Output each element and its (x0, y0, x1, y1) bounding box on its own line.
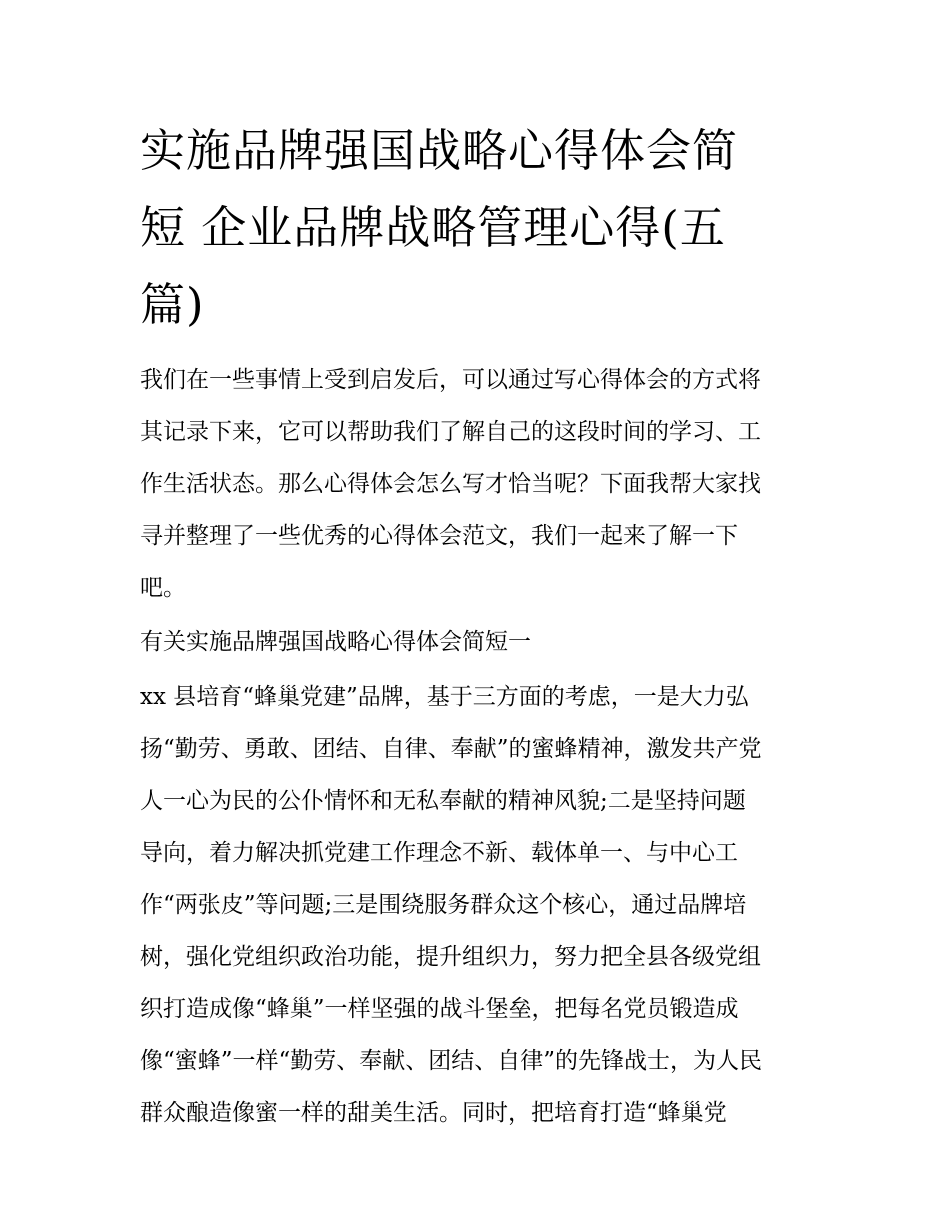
section-heading: 有关实施品牌强国战略心得体会简短一 (140, 629, 531, 655)
document-title: 实施品牌强国战略心得体会简 短 企业品牌战略管理心得(五 篇) (140, 124, 739, 331)
body-paragraph: xx 县培育“蜂巢党建”品牌，基于三方面的考虑，一是大力弘 扬“勤劳、勇敢、团结、自律、奉献”的蜜蜂精神，激发共产党 人一心为民的公仆情怀和无私奉献的精神风貌;二是坚持问题 导向，着力解决抓党建工作理念不新、载体单一、与中心工 作“两张皮”等问题;三是围绕服务群众这个核心，通过品牌培 树，强化党组织政治功能，提升组织力，努力把全县各级党组 织打造成像“蜂巢”一样坚强的战斗堡垒，把每名党员锻造成 像“蜜蜂”一样“勤劳、奉献、团结、自律”的先锋战士，为人民 群众酿造像蜜一样的甜美生活。同时，把培育打造“蜂巢党 (140, 684, 763, 1126)
document-page (140, 112, 820, 1139)
intro-paragraph: 我们在一些事情上受到启发后，可以通过写心得体会的方式将 其记录下来，它可以帮助我们了解自己的这段时间的学习、工 作生活状态。那么心得体会怎么写才恰当呢？下面我帮大家找 寻并整理了一些优秀的心得体会范文，我们一起来了解一下 吧。 (140, 367, 761, 601)
